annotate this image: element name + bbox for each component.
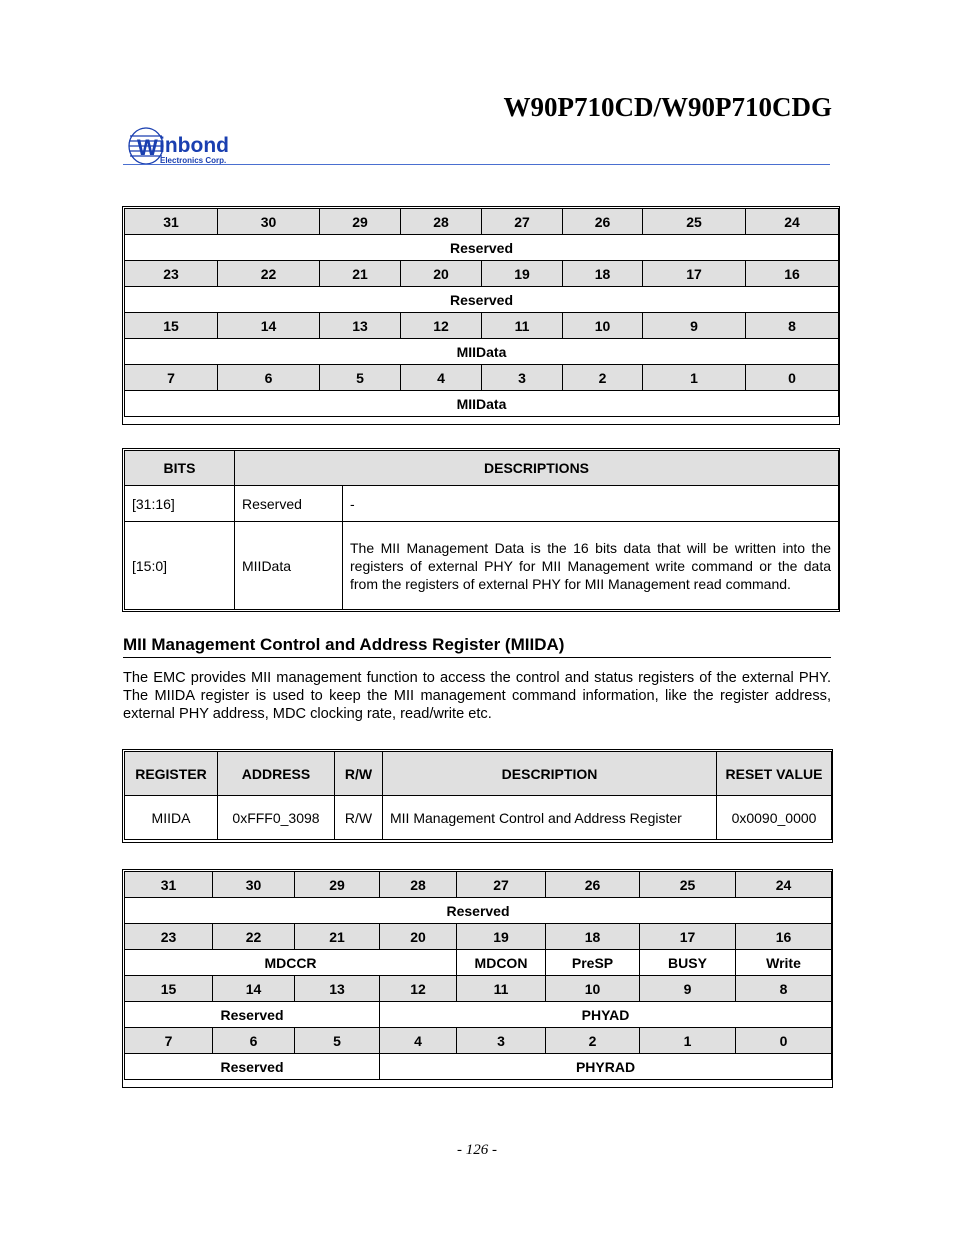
bit-number-row	[125, 365, 839, 391]
bit-number-cell: 6	[213, 1028, 295, 1054]
bit-field-row	[125, 391, 839, 417]
bit-number-cell: 23	[125, 924, 213, 950]
bit-number-row	[125, 313, 839, 339]
bit-number-cell: 2	[546, 1028, 640, 1054]
bit-number-row	[125, 976, 832, 1002]
bit-number-cell: 8	[736, 976, 832, 1002]
register-summary-table	[124, 751, 832, 840]
bit-number-cell: 17	[643, 261, 746, 287]
svg-text:W: W	[137, 135, 158, 160]
bit-number-cell: 3	[457, 1028, 546, 1054]
svg-text:inbond: inbond	[159, 134, 229, 157]
bit-field-cell: BUSY	[640, 950, 736, 976]
bit-number-cell: 11	[457, 976, 546, 1002]
bit-number-cell: 15	[125, 976, 213, 1002]
bit-number-cell: 27	[457, 872, 546, 898]
register-cell: MIIDA	[125, 796, 218, 840]
bit-number-cell: 31	[125, 209, 218, 235]
bit-number-cell: 15	[125, 313, 218, 339]
bit-number-cell: 25	[640, 872, 736, 898]
bit-field-cell: MDCCR	[125, 950, 457, 976]
description-header: DESCRIPTION	[383, 752, 717, 796]
bit-field-row	[125, 287, 839, 313]
header-rule	[123, 164, 830, 165]
field-desc-cell: The MII Management Data is the 16 bits data that will be written into the registers of external PHY for MII Management write command or the data from the registers of external PHY for MII Management read command.	[343, 522, 839, 610]
bit-number-cell: 24	[736, 872, 832, 898]
address-header: ADDRESS	[218, 752, 335, 796]
bit-number-cell: 2	[563, 365, 643, 391]
bit-number-cell: 26	[546, 872, 640, 898]
bits-cell: [31:16]	[125, 486, 235, 522]
field-desc-cell: -	[343, 486, 839, 522]
bit-number-row	[125, 872, 832, 898]
bit-number-cell: 7	[125, 1028, 213, 1054]
bit-number-cell: 4	[380, 1028, 457, 1054]
bit-number-row	[125, 1028, 832, 1054]
bit-number-cell: 13	[295, 976, 380, 1002]
bit-number-cell: 14	[218, 313, 320, 339]
bit-number-cell: 16	[746, 261, 839, 287]
bit-number-cell: 29	[320, 209, 401, 235]
bit-field-cell: MIIData	[125, 391, 839, 417]
bit-field-cell: Reserved	[125, 287, 839, 313]
bit-number-cell: 21	[320, 261, 401, 287]
bit-number-cell: 21	[295, 924, 380, 950]
page-number: - 126 -	[457, 1142, 497, 1158]
bit-number-cell: 5	[320, 365, 401, 391]
field-name-cell: MIIData	[235, 522, 343, 610]
bit-number-cell: 22	[218, 261, 320, 287]
bit-number-cell: 11	[482, 313, 563, 339]
reset-value-cell: 0x0090_0000	[717, 796, 832, 840]
bit-number-cell: 6	[218, 365, 320, 391]
rw-header: R/W	[335, 752, 383, 796]
svg-text:Electronics Corp.: Electronics Corp.	[160, 156, 227, 165]
bit-number-cell: 30	[213, 872, 295, 898]
bit-field-cell: Reserved	[125, 898, 832, 924]
bit-number-cell: 19	[482, 261, 563, 287]
bit-number-cell: 31	[125, 872, 213, 898]
bit-number-cell: 24	[746, 209, 839, 235]
bit-field-row	[125, 898, 832, 924]
bit-number-cell: 16	[736, 924, 832, 950]
bit-field-row	[125, 235, 839, 261]
bit-number-cell: 8	[746, 313, 839, 339]
bit-number-cell: 29	[295, 872, 380, 898]
bit-number-row	[125, 209, 839, 235]
bit-number-cell: 5	[295, 1028, 380, 1054]
field-name-cell: Reserved	[235, 486, 343, 522]
register-header: REGISTER	[125, 752, 218, 796]
bit-field-cell: MIIData	[125, 339, 839, 365]
bit-field-cell: Reserved	[125, 1002, 380, 1028]
bit-number-cell: 14	[213, 976, 295, 1002]
miida-bitmap-table	[124, 871, 832, 1080]
bit-number-cell: 9	[643, 313, 746, 339]
bits-cell: [15:0]	[125, 522, 235, 610]
bit-number-cell: 10	[563, 313, 643, 339]
bit-number-cell: 4	[401, 365, 482, 391]
bit-number-cell: 0	[736, 1028, 832, 1054]
section-heading: MII Management Control and Address Register (MIIDA)	[123, 635, 831, 658]
bit-field-row	[125, 950, 832, 976]
bit-number-cell: 20	[401, 261, 482, 287]
rw-cell: R/W	[335, 796, 383, 840]
bit-number-cell: 28	[401, 209, 482, 235]
bit-number-cell: 13	[320, 313, 401, 339]
bit-field-cell: PHYAD	[380, 1002, 832, 1028]
bit-number-row	[125, 261, 839, 287]
bit-number-cell: 1	[640, 1028, 736, 1054]
bit-field-cell: Write	[736, 950, 832, 976]
bit-field-row	[125, 339, 839, 365]
bit-field-cell: Reserved	[125, 235, 839, 261]
bit-field-cell: Reserved	[125, 1054, 380, 1080]
bit-number-cell: 18	[563, 261, 643, 287]
bits-header: BITS	[125, 451, 235, 486]
bit-field-cell: PreSP	[546, 950, 640, 976]
bit-field-cell: PHYRAD	[380, 1054, 832, 1080]
descriptions-header: DESCRIPTIONS	[235, 451, 839, 486]
reset-value-header: RESET VALUE	[717, 752, 832, 796]
bit-number-row	[125, 924, 832, 950]
winbond-logo	[127, 125, 257, 167]
bit-number-cell: 27	[482, 209, 563, 235]
document-title: W90P710CD/W90P710CDG	[503, 92, 832, 122]
bit-number-cell: 30	[218, 209, 320, 235]
bit-number-cell: 18	[546, 924, 640, 950]
miid-bitmap-table	[124, 208, 839, 417]
bit-field-row	[125, 1002, 832, 1028]
bit-number-cell: 1	[643, 365, 746, 391]
bit-number-cell: 28	[380, 872, 457, 898]
bit-number-cell: 12	[401, 313, 482, 339]
miid-description-table	[124, 450, 839, 610]
bit-number-cell: 23	[125, 261, 218, 287]
bit-field-row	[125, 1054, 832, 1080]
bit-number-cell: 19	[457, 924, 546, 950]
bit-number-cell: 20	[380, 924, 457, 950]
bit-number-cell: 25	[643, 209, 746, 235]
bit-number-cell: 9	[640, 976, 736, 1002]
bit-number-cell: 26	[563, 209, 643, 235]
bit-number-cell: 22	[213, 924, 295, 950]
bit-field-cell: MDCON	[457, 950, 546, 976]
bit-number-cell: 12	[380, 976, 457, 1002]
bit-number-cell: 7	[125, 365, 218, 391]
bit-number-cell: 10	[546, 976, 640, 1002]
address-cell: 0xFFF0_3098	[218, 796, 335, 840]
bit-number-cell: 0	[746, 365, 839, 391]
bit-number-cell: 3	[482, 365, 563, 391]
section-paragraph: The EMC provides MII management function to access the control and status registers of the external PHY. The MIIDA register is used to keep the MII management command information, like the register address, external PHY address, MDC clocking rate, read/write etc.	[123, 670, 831, 722]
bit-number-cell: 17	[640, 924, 736, 950]
description-cell: MII Management Control and Address Register	[383, 796, 717, 840]
